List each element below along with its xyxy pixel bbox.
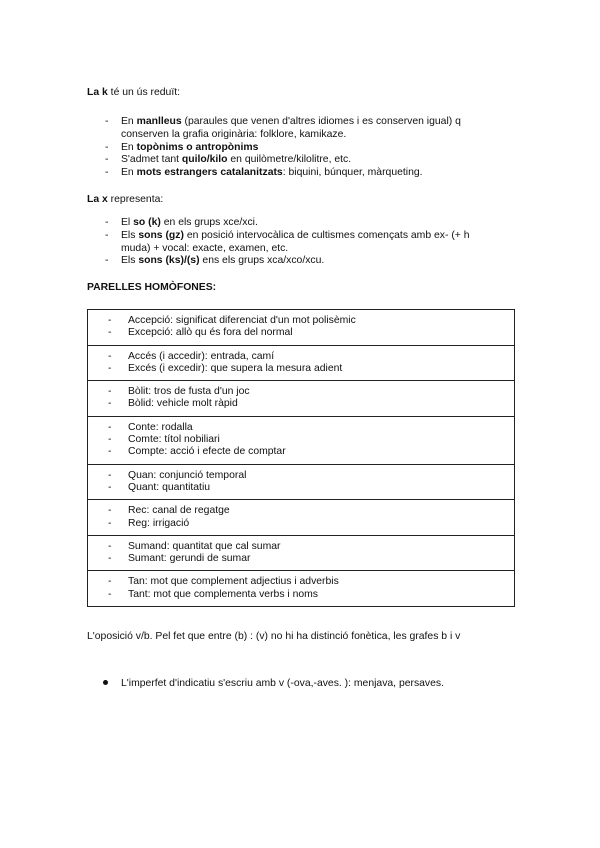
table-cell [88,381,515,417]
table-row [88,500,515,536]
imperfect-bullet-item [103,677,444,690]
x-item-sons-gz: - Els sons (gz) en posició intervocàlica de cultismes començats amb ex- (+ h muda) + vocal: exacte, examen, etc. [105,229,470,254]
pair-line: - Bòlid: vehicle molt ràpid [108,398,238,410]
k-intro-rest: té un ús reduït: [107,87,180,98]
table-cell [88,345,515,381]
x-intro-rest: representa: [107,194,164,205]
pair-line: - Sumant: gerundi de sumar [108,553,251,565]
pair-line: - Bòlit: tros de fusta d'un joc [108,386,250,398]
vb-opposition-paragraph: L'oposició v/b. Pel fet que entre (b) : (v) no hi ha distinció fonètica, les grafes b i v [87,631,461,642]
table-cell [88,535,515,571]
k-intro-bold: La k [87,87,108,98]
pairs-heading: PARELLES HOMÒFONES: [87,282,217,293]
table-row [88,464,515,500]
pair-line: - Comte: títol nobiliari [108,434,220,446]
k-item-manlleus: - En manlleus (paraules que venen d'altres idiomes i es conserven igual) q conserven la grafia originària: folklore, kamikaze. [105,116,461,140]
k-usage-list [105,116,461,180]
x-intro-bold: La x [87,194,108,205]
pair-line: - Accepció: significat diferenciat d'un mot polisèmic [108,315,356,326]
k-intro [87,86,180,99]
k-item-quilo: - S'admet tant quilo/kilo en quilòmetre/kilolitre, etc. [105,154,352,166]
table-cell [88,500,515,536]
k-item-mots-estrangers: - En mots estrangers catalanitzats: biquini, búnquer, màrqueting. [105,167,423,179]
table-row [88,416,515,464]
pair-line: - Reg: irrigació [108,517,190,529]
x-usage-list [105,217,470,268]
table-row [88,571,515,607]
x-item-sons-ks: - Els sons (ks)/(s) ens els grups xca/xco/xcu. [105,255,325,267]
imperfect-bullet-text: L'imperfet d'indicatiu s'escriu amb v (-ova,-aves. ): menjava, persaves. [121,678,444,689]
table-cell [88,464,515,500]
pair-line: - Excepció: allò qu és fora del normal [108,327,293,339]
pair-line: - Tant: mot que complementa verbs i noms [108,588,319,600]
pair-line: - Sumand: quantitat que cal sumar [108,540,281,552]
homophones-table [87,309,515,607]
x-intro [87,193,163,206]
pair-line: - Tan: mot que complement adjectius i adverbis [108,576,339,588]
table-row [88,535,515,571]
pair-line: - Quan: conjunció temporal [108,469,247,481]
table-row [88,381,515,417]
table-cell [88,310,515,346]
table-cell [88,571,515,607]
pair-line: - Conte: rodalla [108,421,193,433]
x-item-so-k: - El so (k) en els grups xce/xci. [105,217,258,228]
table-cell [88,416,515,464]
bullet-dot-icon [103,680,108,685]
pair-line: - Quant: quantitatiu [108,481,211,493]
pair-line: - Compte: acció i efecte de comptar [108,446,286,458]
pair-line: - Accés (i accedir): entrada, camí [108,350,275,362]
pair-line: - Rec: canal de regatge [108,505,230,517]
table-row [88,310,515,346]
k-item-toponims: - En topònims o antropònims [105,141,259,153]
pair-line: - Excés (i excedir): que supera la mesura adient [108,362,343,374]
table-row [88,345,515,381]
